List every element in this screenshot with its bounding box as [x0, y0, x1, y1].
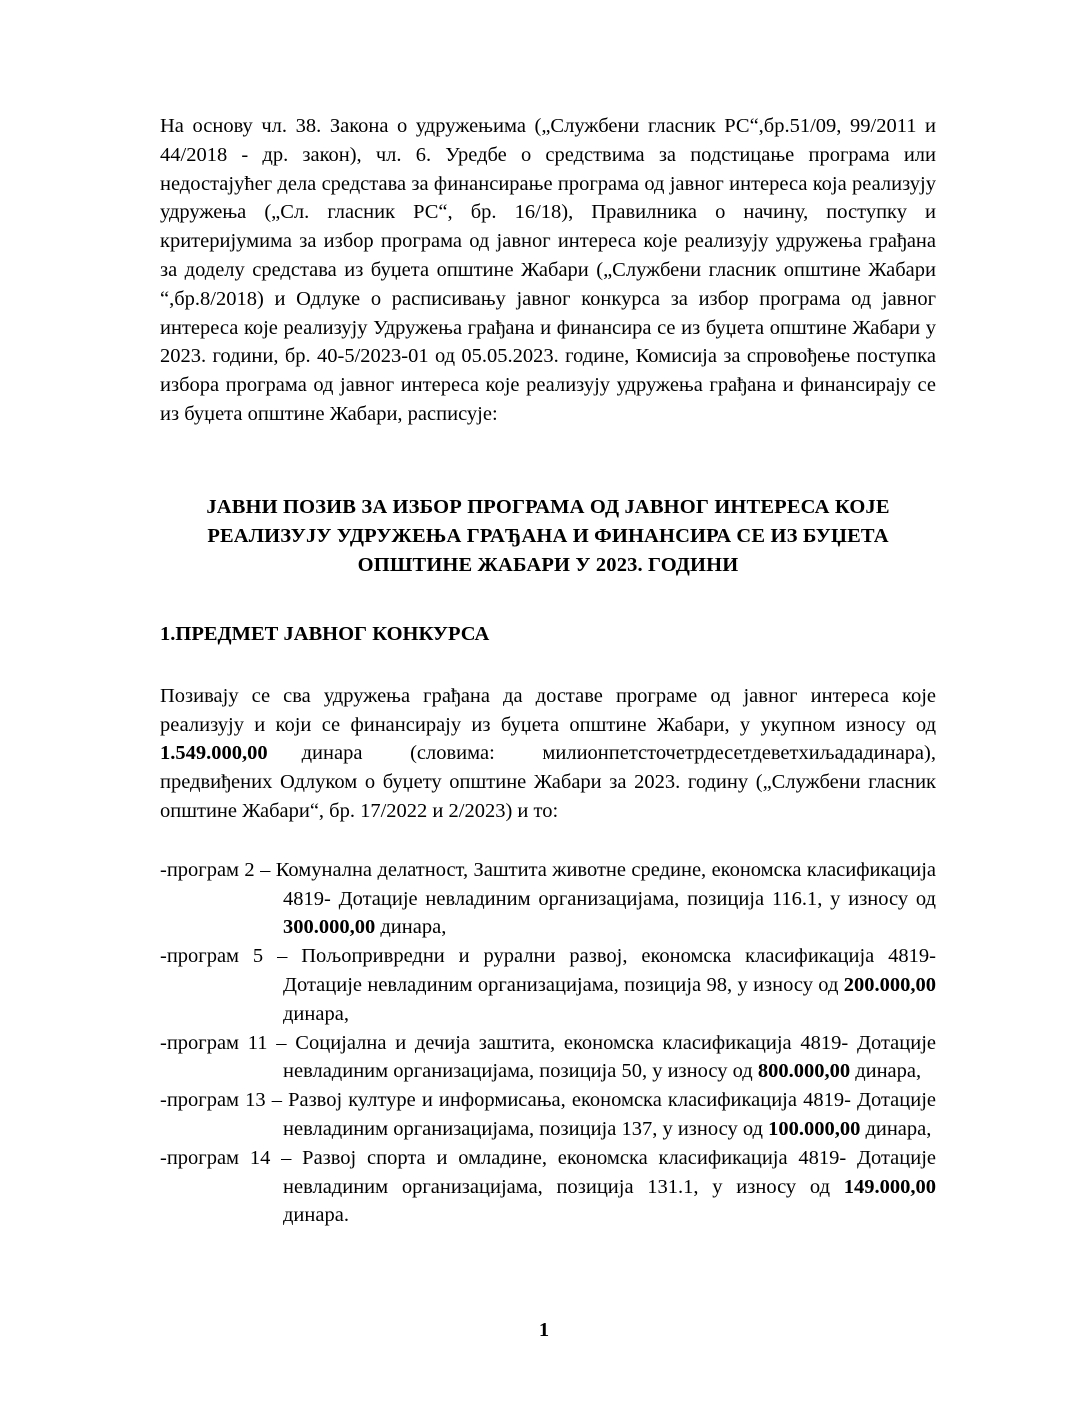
program-amount: 300.000,00	[283, 916, 376, 939]
lead-paragraph-part-2: динара (словима: милионпетсточетрдесетдеветхиљададинара), предвиђених Одлуком о буџету општине Жабари за 2023. годину („Службени гласник општине Жабари“, бр. 17/2022 и 2/2023) и то:	[160, 742, 936, 822]
program-description: Пољопривредни и рурални развој, економска класификација 4819- Дотације невладиним организацијама, позиција 98, у износу од	[283, 945, 937, 996]
program-currency: динара,	[860, 1117, 932, 1140]
program-label: -програм 2 –	[160, 858, 276, 881]
title-line-1: ЈАВНИ ПОЗИВ ЗА ИЗБОР ПРОГРАМА ОД ЈАВНОГ ИНТЕРЕСА КОЈЕ	[206, 495, 890, 518]
title-line-2: РЕАЛИЗУЈУ УДРУЖЕЊА ГРАЂАНА И ФИНАНСИРА СЕ ИЗ БУЏЕТА	[207, 524, 889, 547]
program-label: -програм 14 –	[160, 1146, 303, 1169]
title-line-3: ОПШТИНЕ ЖАБАРИ У 2023. ГОДИНИ	[357, 553, 739, 576]
program-description: Комунална делатност, Заштита животне средине, економска класификација 4819- Дотације невладиним организацијама, позиција 116.1, у износу од	[275, 858, 936, 910]
program-item	[160, 856, 936, 942]
program-list	[160, 856, 936, 1230]
program-description: Развој културе и информисања, економска класификација 4819- Дотације невладиним организацијама, позиција 137, у износу од	[283, 1089, 936, 1140]
intro-paragraph: На основу чл. 38. Закона о удружењима („Службени гласник РС“,бр.51/09, 99/2011 и 44/2018 - др. закон), чл. 6. Уредбе о средствима за подстицање програма или недостајућег дела средстава за финансирање програма од јавног интереса која реализују удружења („Сл. гласник РС“, бр. 16/18), Правилника о начину, поступку и критеријумима за избор програма од јавног интереса које реализују удружења грађана за доделу средстава из буџета општине Жабари („Службени гласник општине Жабари “,бр.8/2018) и Одлуке о расписивању јавног конкурса за избор програма од јавног интереса које реализују Удружења грађана и финансира се из буџета општине Жабари у 2023. години, бр. 40-5/2023-01 од 05.05.2023. године, Комисија за спровођење поступка избора програма од јавног интереса које реализују удружења грађана и финансирају се из буџета општине Жабари, расписује:	[160, 115, 936, 425]
program-currency: динара.	[283, 1204, 349, 1227]
section-heading-subject-of-call: 1.ПРЕДМЕТ ЈАВНОГ КОНКУРСА	[160, 622, 490, 645]
document-body	[160, 112, 936, 1230]
lead-paragraph	[160, 682, 936, 826]
program-description: Социјална и дечија заштита, економска класификација 4819- Дотације невладиним организацијама, позиција 50, у износу од	[283, 1031, 936, 1083]
program-amount: 100.000,00	[768, 1117, 861, 1140]
program-item	[160, 942, 936, 1028]
program-currency: динара,	[850, 1060, 922, 1083]
lead-paragraph-part-1: Позивају се сва удружења грађана да доставе програме од јавног интереса које реализују и који се финансирају из буџета општине Жабари, у укупном износу од	[160, 684, 936, 736]
program-label: -програм 5 –	[160, 945, 302, 968]
program-item	[160, 1029, 936, 1087]
program-description: Развој спорта и омладине, економска класификација 4819- Дотације невладиним организацијама, позиција 131.1, у износу од	[283, 1146, 937, 1198]
program-label: -програм 13 –	[160, 1089, 289, 1112]
page-number: 1	[538, 1319, 550, 1341]
program-label: -програм 11 –	[160, 1031, 296, 1054]
document-title	[160, 493, 936, 580]
program-currency: динара,	[283, 1002, 349, 1025]
program-amount: 200.000,00	[843, 973, 936, 996]
program-currency: динара,	[375, 916, 447, 939]
program-amount: 800.000,00	[757, 1060, 851, 1083]
total-amount-value: 1.549.000,00	[160, 742, 268, 765]
program-item	[160, 1086, 936, 1144]
program-amount: 149.000,00	[843, 1175, 936, 1198]
program-item	[160, 1144, 936, 1230]
